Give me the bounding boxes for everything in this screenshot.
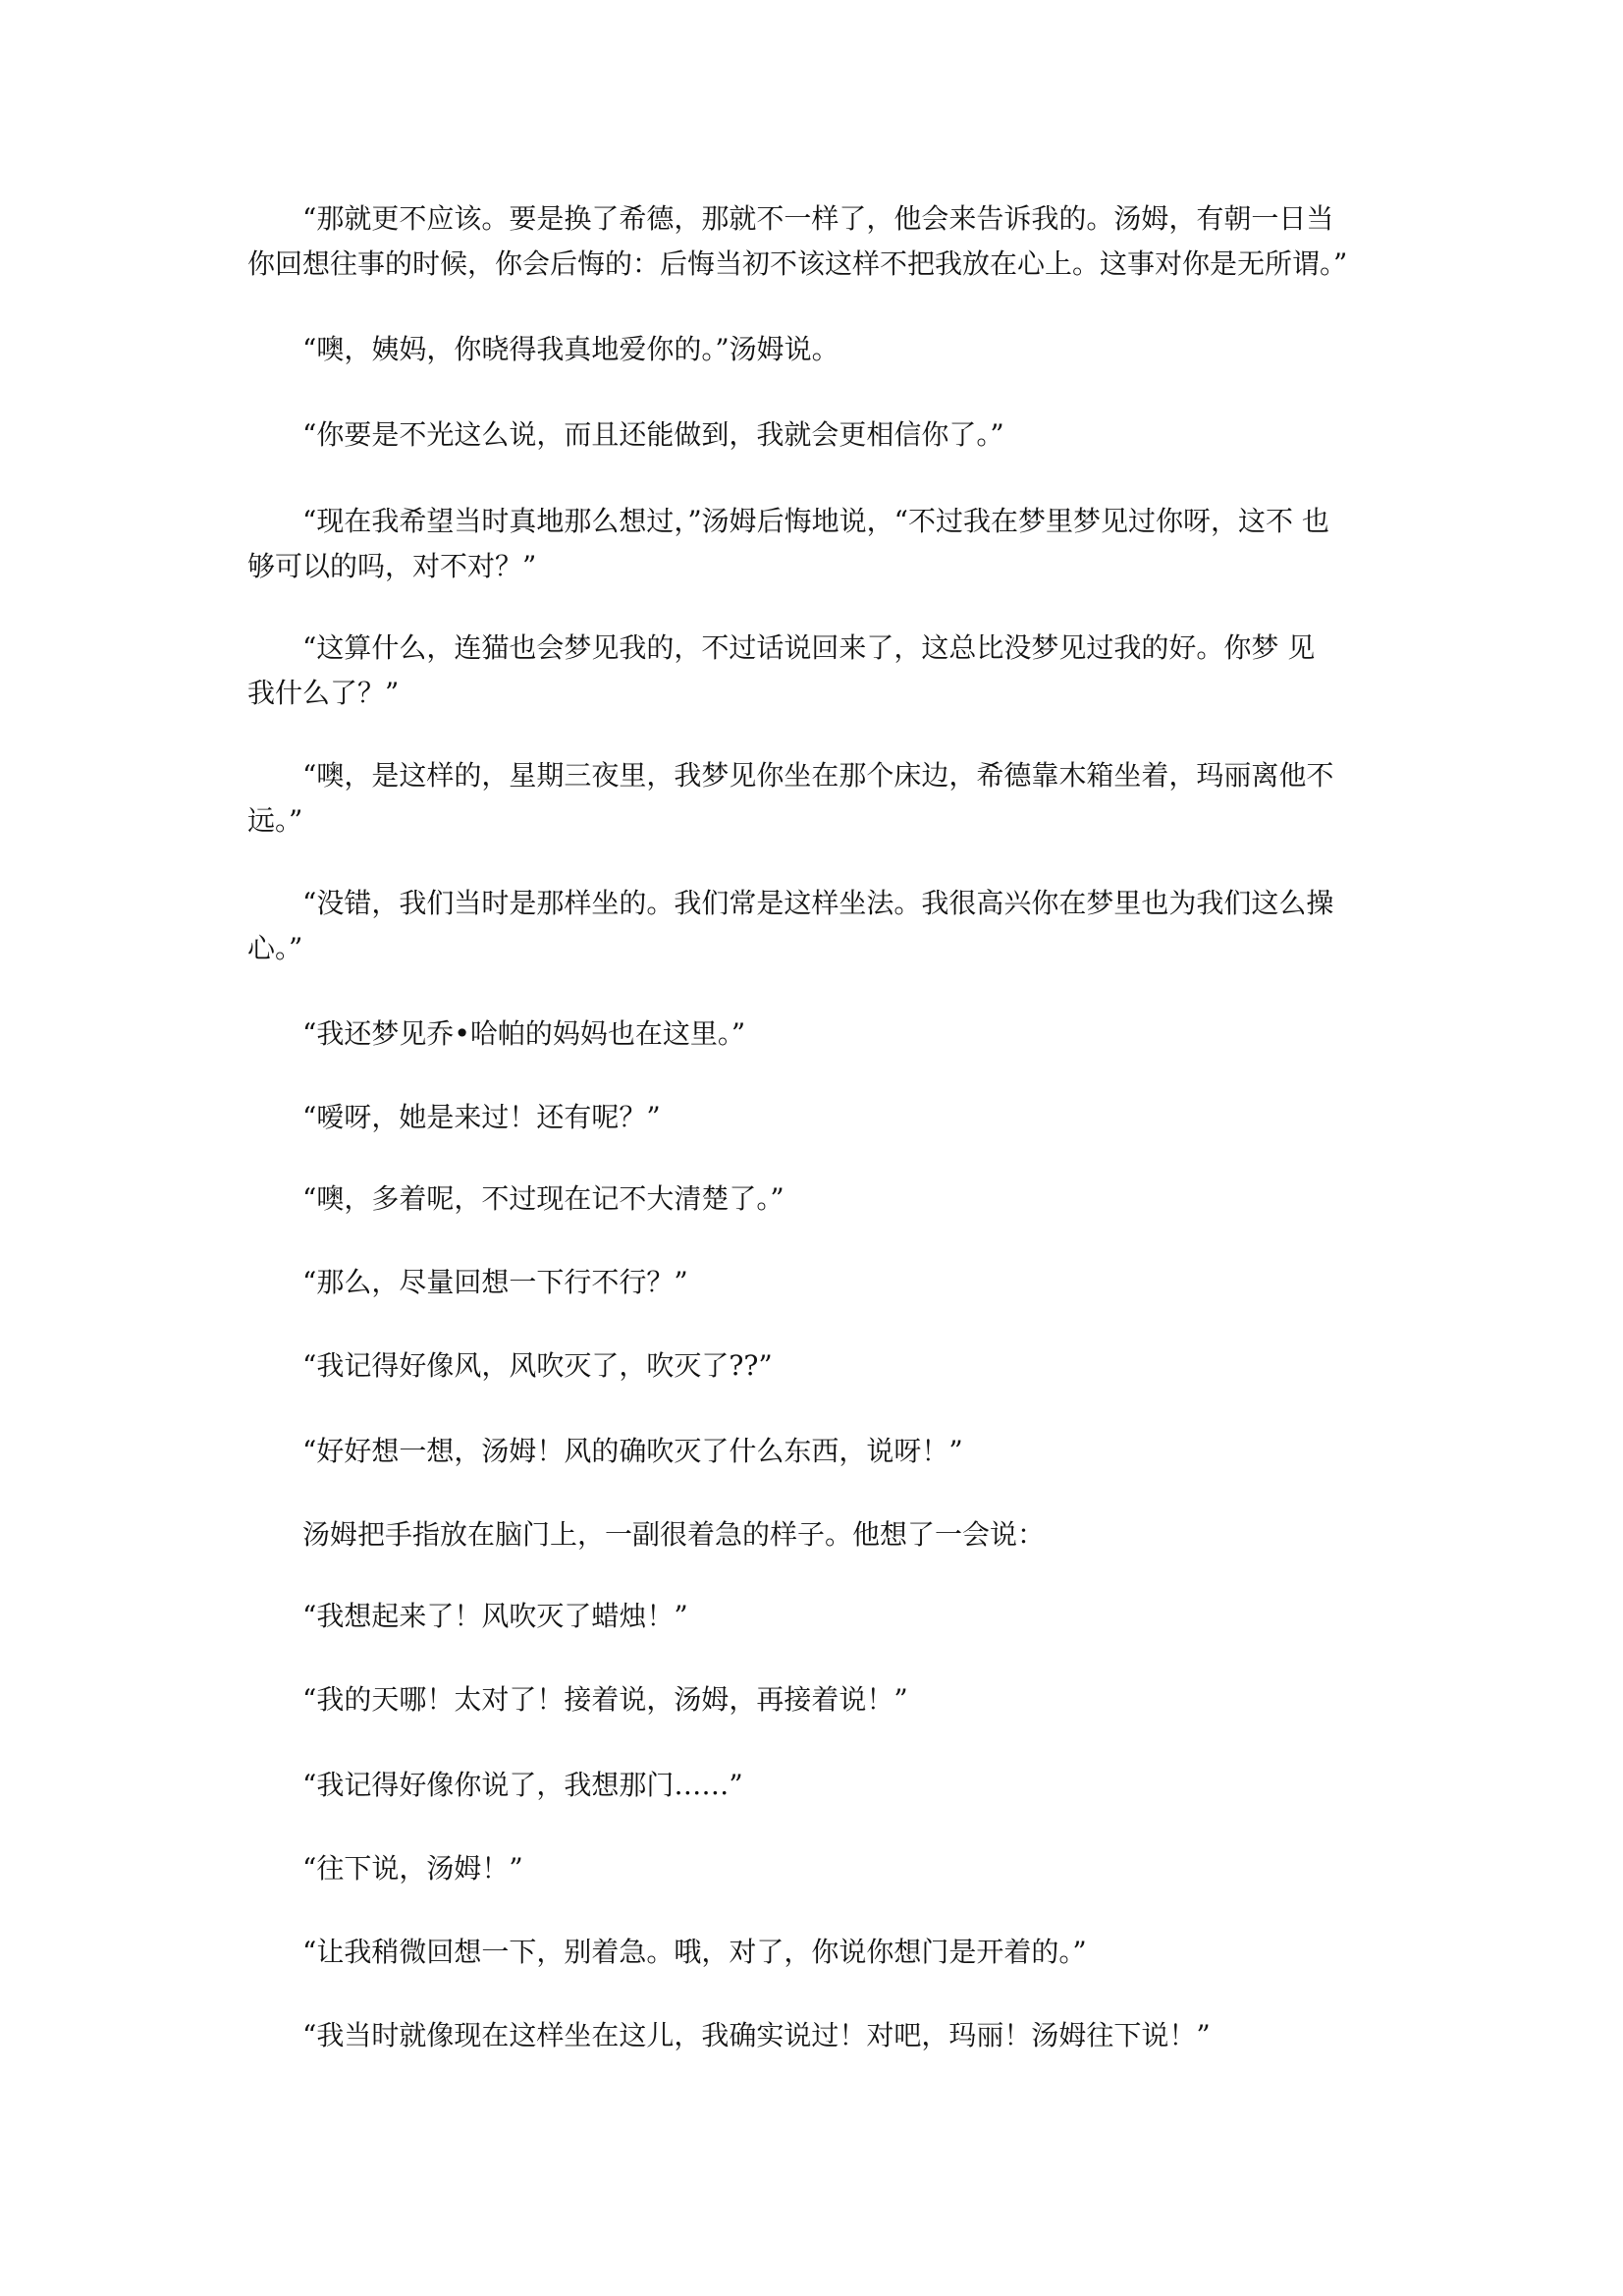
paragraph-6-line-2: 远。” bbox=[247, 804, 303, 837]
paragraph-12-line-1: “我记得好像风，风吹灭了，吹灭了??” bbox=[247, 1349, 773, 1382]
paragraph-18-line-1: “往下说，汤姆！” bbox=[247, 1852, 523, 1885]
paragraph-4-line-1: “现在我希望当时真地那么想过，”汤姆后悔地说，“不过我在梦里梦见过你呀，这不 也 bbox=[247, 505, 1329, 537]
paragraph-5-line-2: 我什么了？” bbox=[247, 677, 400, 709]
paragraph-15-line-1: “我想起来了！风吹灭了蜡烛！” bbox=[247, 1600, 688, 1632]
paragraph-16-line-1: “我的天哪！太对了！接着说，汤姆，再接着说！” bbox=[247, 1683, 908, 1716]
paragraph-20-line-1: “我当时就像现在这样坐在这儿，我确实说过！对吧，玛丽！汤姆往下说！” bbox=[247, 2019, 1211, 2051]
paragraph-3-line-1: “你要是不光这么说，而且还能做到，我就会更相信你了。” bbox=[247, 418, 1004, 451]
paragraph-8 bbox=[247, 1011, 1386, 1057]
paragraph-7 bbox=[247, 881, 1386, 971]
paragraph-2 bbox=[247, 327, 1386, 372]
paragraph-13-line-1: “好好想一想，汤姆！风的确吹灭了什么东西，说呀！” bbox=[247, 1435, 963, 1467]
paragraph-17-line-1: “我记得好像你说了，我想那门……” bbox=[247, 1769, 743, 1801]
paragraph-11-line-1: “那么，尽量回想一下行不行？” bbox=[247, 1266, 688, 1298]
paragraph-12 bbox=[247, 1343, 1386, 1389]
paragraph-13 bbox=[247, 1429, 1386, 1474]
paragraph-10-line-1: “噢，多着呢，不过现在记不大清楚了。” bbox=[247, 1182, 784, 1215]
paragraph-19 bbox=[247, 1930, 1386, 1975]
paragraph-4-line-2: 够可以的吗，对不对？” bbox=[247, 550, 537, 582]
paragraph-3 bbox=[247, 412, 1386, 458]
paragraph-6-line-1: “噢，是这样的，星期三夜里，我梦见你坐在那个床边，希德靠木箱坐着，玛丽离他不 bbox=[247, 759, 1334, 792]
paragraph-18 bbox=[247, 1846, 1386, 1891]
paragraph-5 bbox=[247, 626, 1386, 716]
paragraph-9-line-1: “嗳呀，她是来过！还有呢？” bbox=[247, 1101, 661, 1133]
paragraph-9 bbox=[247, 1095, 1386, 1140]
paragraph-7-line-2: 心。” bbox=[247, 932, 303, 964]
paragraph-1-line-1: “那就更不应该。要是换了希德，那就不一样了，他会来告诉我的。汤姆，有朝一日当 bbox=[247, 202, 1334, 235]
paragraph-14-line-1: 汤姆把手指放在脑门上，一副很着急的样子。他想了一会说： bbox=[247, 1518, 1046, 1551]
paragraph-16 bbox=[247, 1677, 1386, 1722]
paragraph-20 bbox=[247, 2013, 1386, 2058]
paragraph-15 bbox=[247, 1594, 1386, 1639]
paragraph-2-line-1: “噢，姨妈，你晓得我真地爱你的。”汤姆说。 bbox=[247, 333, 839, 365]
paragraph-1-line-2: 你回想往事的时候，你会后悔的：后悔当初不该这样不把我放在心上。这事对你是无所谓。” bbox=[247, 247, 1348, 280]
paragraph-11 bbox=[247, 1260, 1386, 1305]
paragraph-4 bbox=[247, 499, 1386, 589]
paragraph-8-line-1: “我还梦见乔•哈帕的妈妈也在这里。” bbox=[247, 1017, 746, 1050]
paragraph-10 bbox=[247, 1176, 1386, 1222]
paragraph-6 bbox=[247, 753, 1386, 844]
paragraph-17 bbox=[247, 1763, 1386, 1808]
paragraph-7-line-1: “没错，我们当时是那样坐的。我们常是这样坐法。我很高兴你在梦里也为我们这么操 bbox=[247, 887, 1334, 919]
paragraph-14 bbox=[247, 1512, 1386, 1558]
paragraph-1 bbox=[247, 196, 1386, 287]
paragraph-19-line-1: “让我稍微回想一下，别着急。哦，对了，你说你想门是开着的。” bbox=[247, 1936, 1087, 1968]
paragraph-5-line-1: “这算什么，连猫也会梦见我的，不过话说回来了，这总比没梦见过我的好。你梦 见 bbox=[247, 631, 1316, 664]
